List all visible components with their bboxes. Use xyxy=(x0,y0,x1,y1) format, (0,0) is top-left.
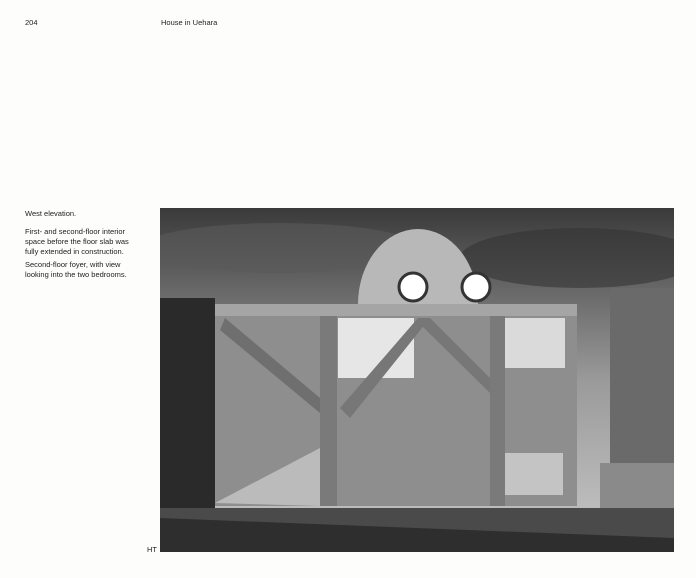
caption-3: Second-floor foyer, with view looking into the two bedrooms. xyxy=(25,260,127,279)
caption-1: West elevation. xyxy=(25,209,77,218)
house-photo xyxy=(160,208,674,552)
caption-2: First- and second-floor interior space before the floor slab was fully extended in construction. xyxy=(25,227,129,256)
page-number: 204 xyxy=(25,18,38,27)
photo-credit: HT xyxy=(147,545,157,554)
running-title: House in Uehara xyxy=(161,18,218,27)
